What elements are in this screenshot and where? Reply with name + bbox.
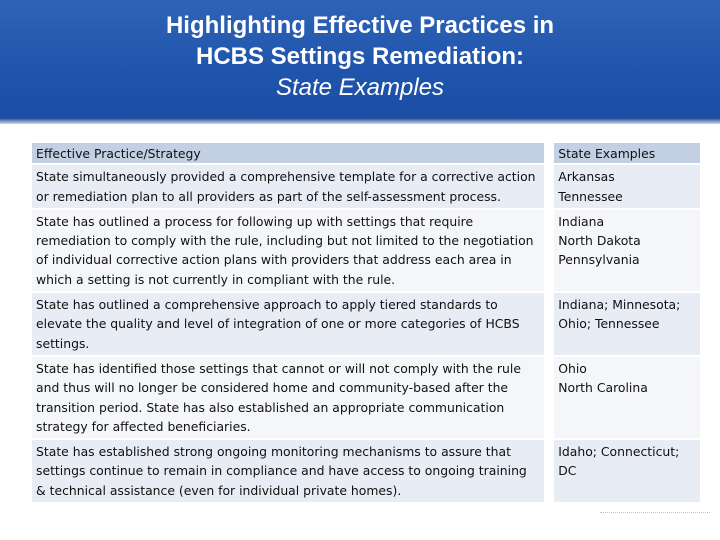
banner-divider bbox=[0, 118, 720, 124]
header-practice: Effective Practice/Strategy bbox=[32, 143, 549, 164]
table-row bbox=[32, 356, 700, 439]
title-line-2: HCBS Settings Remediation: bbox=[195, 43, 525, 70]
footer-watermark bbox=[600, 512, 710, 517]
practice-cell: State has outlined a process for following up with settings that require remediation to comply with the rule, including but not limited to the negotiation of individual corrective action plans with providers that address each area in which a setting is not currently in compliant with the rule. bbox=[32, 209, 549, 292]
table-row bbox=[32, 439, 700, 503]
state-name: Indiana bbox=[558, 213, 605, 229]
slide-title bbox=[0, 10, 720, 103]
state-name: Idaho; Connecticut; bbox=[558, 444, 680, 460]
practices-table bbox=[32, 143, 700, 504]
states-cell bbox=[549, 356, 700, 439]
state-name: DC bbox=[558, 463, 577, 479]
table-header-row bbox=[32, 143, 700, 164]
practice-cell: State has outlined a comprehensive approach to apply tiered standards to elevate the quality and level of integration of one or more categories of HCBS settings. bbox=[32, 292, 549, 356]
states-cell bbox=[549, 439, 700, 503]
state-name: Ohio bbox=[558, 360, 587, 376]
table-row bbox=[32, 164, 700, 209]
state-name: Indiana; Minnesota; bbox=[558, 297, 681, 313]
practice-cell: State has identified those settings that cannot or will not comply with the rule and thus will no longer be considered home and community-based after the transition period. State has also established an appropriate communication strategy for affected beneficiaries. bbox=[32, 356, 549, 439]
state-name: Pennsylvania bbox=[558, 252, 640, 268]
states-cell bbox=[549, 292, 700, 356]
state-name: Tennessee bbox=[558, 188, 623, 204]
practice-cell: State has established strong ongoing monitoring mechanisms to assure that settings continue to remain in compliance and have access to ongoing training & technical assistance (even for individual private homes). bbox=[32, 439, 549, 503]
title-line-3: State Examples bbox=[275, 74, 445, 101]
state-name: North Dakota bbox=[558, 233, 641, 249]
state-name: Ohio; Tennessee bbox=[558, 316, 660, 332]
table-row bbox=[32, 292, 700, 356]
state-name: Arkansas bbox=[558, 169, 615, 185]
states-cell bbox=[549, 209, 700, 292]
table-row bbox=[32, 209, 700, 292]
header-states: State Examples bbox=[549, 143, 700, 164]
state-name: North Carolina bbox=[558, 380, 648, 396]
practice-cell: State simultaneously provided a comprehensive template for a corrective action or remediation plan to all providers as part of the self-assessment process. bbox=[32, 164, 549, 209]
title-line-1: Highlighting Effective Practices in bbox=[165, 12, 555, 39]
states-cell bbox=[549, 164, 700, 209]
